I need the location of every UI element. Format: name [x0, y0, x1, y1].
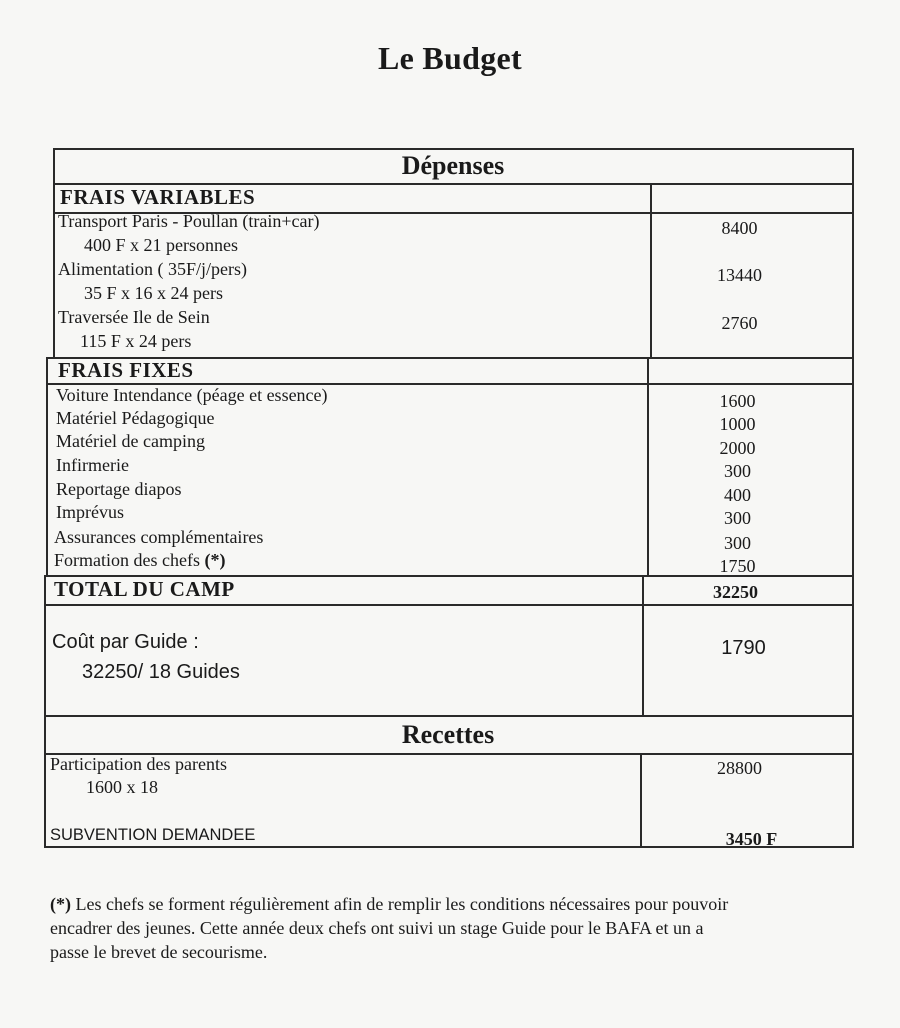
footnote-line-2: encadrer des jeunes. Cette année deux chefs ont suivi un stage Guide pour le BAFA et un a — [50, 918, 704, 938]
item-pedagogique-label: Matériel Pédagogique — [56, 408, 215, 428]
footnote-line-1 — [50, 892, 850, 916]
border-left-middle — [46, 357, 48, 577]
item-alimentation-label: Alimentation ( 35F/j/pers) — [58, 259, 247, 279]
frais-variables-label: FRAIS VARIABLES — [60, 185, 256, 209]
item-traversee-value: 2760 — [721, 313, 758, 333]
item-voiture-label: Voiture Intendance (péage et essence) — [56, 385, 328, 405]
item-assurances-label: Assurances complémentaires — [54, 527, 264, 547]
subvention-label: SUBVENTION DEMANDEE — [50, 826, 256, 844]
budget-table — [44, 138, 854, 848]
item-diapos-label: Reportage diapos — [56, 479, 182, 499]
item-camping-label: Matériel de camping — [56, 431, 205, 451]
participation-detail: 1600 x 18 — [86, 777, 158, 797]
cout-label: Coût par Guide : — [52, 631, 199, 653]
border-right — [852, 148, 854, 848]
item-traversee-detail: 115 F x 24 pers — [80, 331, 192, 351]
item-assurances-value: 300 — [724, 533, 751, 553]
item-transport-label: Transport Paris - Poullan (train+car) — [58, 211, 320, 231]
table-border-top — [53, 148, 854, 150]
rule-cout-bottom — [44, 715, 852, 717]
footnote-marker: (*) — [50, 894, 71, 914]
item-diapos-value: 400 — [724, 485, 751, 505]
item-transport-value: 8400 — [721, 218, 758, 238]
page-title: Le Budget — [377, 40, 523, 76]
item-alimentation-value: 13440 — [717, 265, 762, 285]
item-formation-label — [54, 550, 225, 570]
cout-detail: 32250/ 18 Guides — [82, 661, 240, 683]
item-infirmerie-value: 300 — [724, 461, 751, 481]
item-infirmerie-label: Infirmerie — [56, 455, 129, 475]
item-imprevus-value: 300 — [724, 508, 751, 528]
col-divider-middle — [647, 357, 649, 577]
col-divider-upper — [650, 183, 652, 358]
item-imprevus-label: Imprévus — [56, 502, 124, 522]
participation-label: Participation des parents — [50, 754, 227, 774]
total-label: TOTAL DU CAMP — [54, 577, 235, 601]
col-divider-recettes — [640, 753, 642, 847]
border-left-lower — [44, 575, 46, 847]
item-pedagogique-value: 1000 — [719, 414, 756, 434]
section-recettes-heading: Recettes — [401, 720, 495, 749]
total-value: 32250 — [713, 582, 758, 602]
subvention-value: 3450 F — [725, 829, 778, 849]
section-depenses-heading: Dépenses — [401, 151, 505, 180]
footnote-line-3: passe le brevet de secourisme. — [50, 942, 268, 962]
item-alimentation-detail: 35 F x 16 x 24 pers — [84, 283, 223, 303]
item-traversee-label: Traversée Ile de Sein — [58, 307, 210, 327]
col-divider-lower — [642, 575, 644, 715]
rule-total-bottom — [44, 604, 852, 606]
footnote-marker-ref: (*) — [204, 550, 226, 570]
item-transport-detail: 400 F x 21 personnes — [84, 235, 238, 255]
item-voiture-value: 1600 — [719, 391, 756, 411]
item-formation-text: Formation des chefs — [54, 550, 200, 570]
item-formation-value: 1750 — [719, 556, 756, 576]
participation-value: 28800 — [717, 758, 762, 778]
cout-value: 1790 — [721, 637, 766, 659]
footnote — [50, 892, 850, 964]
footnote-text-1: Les chefs se forment régulièrement afin de remplir les conditions nécessaires pour pouvoir — [71, 894, 729, 914]
item-camping-value: 2000 — [719, 438, 756, 458]
frais-fixes-label: FRAIS FIXES — [58, 358, 194, 382]
